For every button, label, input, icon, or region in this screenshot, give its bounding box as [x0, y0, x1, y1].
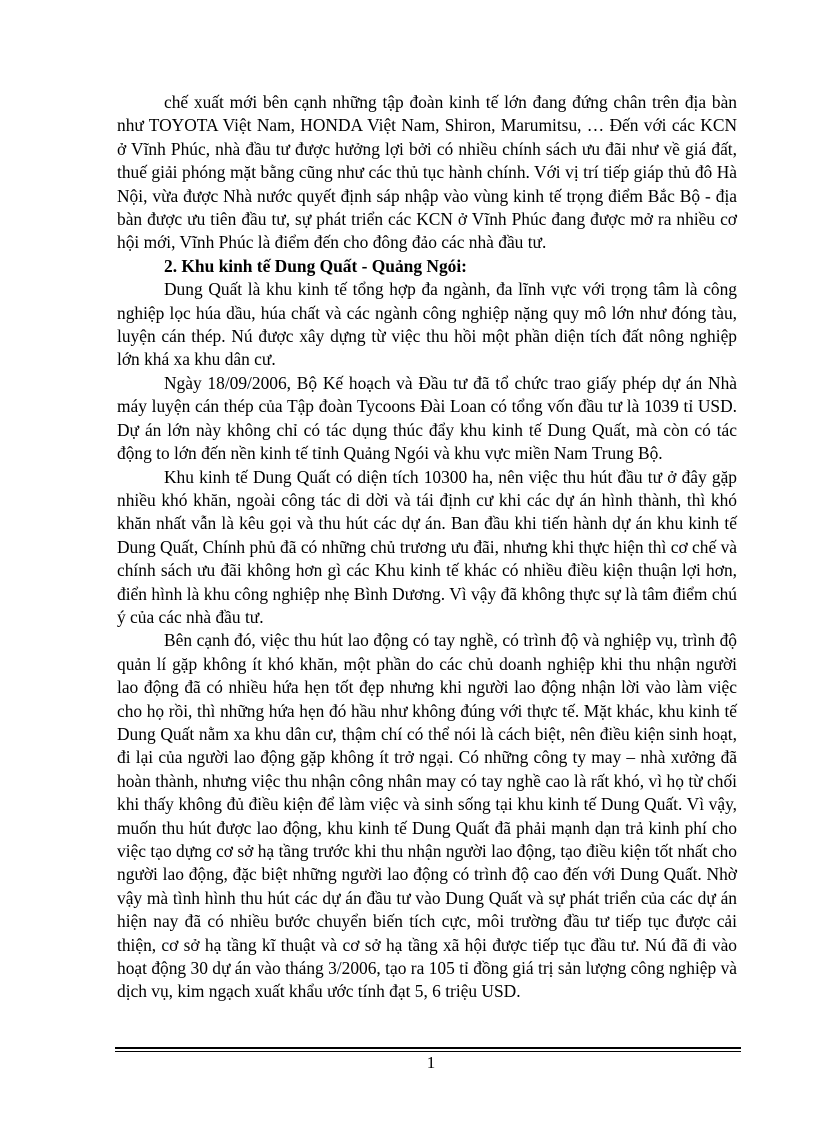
paragraph-labor-attraction: Bên cạnh đó, việc thu hút lao động có tay nghề, có trình độ và nghiệp vụ, trình độ quản lí gặp không ít khó khăn, một phần do các chủ doanh nghiệp khi thu nhận người lao động đã có nhiều hứa hẹn tốt đẹp nhưng khi người lao động nhận lời vào làm việc cho họ rồi, thì những hứa hẹn đó hầu như không đúng với thực tế. Mặt khác, khu kinh tế Dung Quất nằm xa khu dân cư, thậm chí có thể nói là cách biệt, nên điều kiện sinh hoạt, đi lại của người lao động gặp không ít trở ngại. Có những công ty may – nhà xưởng đã hoàn thành, nhưng việc thu nhận công nhân may có tay nghề cao là rất khó, vì họ từ chối khi thấy không đủ điều kiện để làm việc và sinh sống tại khu kinh tế Dung Quất. Vì vậy, muốn thu hút được lao động, khu kinh tế Dung Quất đã phải mạnh dạn trả kinh phí cho việc tạo dựng cơ sở hạ tầng trước khi thu nhận người lao động, tạo điều kiện tốt nhất cho người lao động, đặc biệt những người lao động có trình độ cao đến với Dung Quất. Nhờ vậy mà tình hình thu hút các dự án đầu tư vào Dung Quất và sự phát triển của các dự án hiện nay đã có nhiều bước chuyển biến tích cực, môi trường đầu tư tiếp tục được cải thiện, cơ sở hạ tầng kĩ thuật và cơ sở hạ tầng xã hội được tiếp tục đầu tư. Nú đã đi vào hoạt động 30 dự án vào tháng 3/2006, tạo ra 105 tỉ đồng giá trị sản lượng công nghiệp và dịch vụ, kim ngạch xuất khẩu ước tính đạt 5, 6 triệu USD. [117, 630, 737, 1002]
page-number: 1 [426, 1053, 436, 1072]
paragraph-steel-project: Ngày 18/09/2006, Bộ Kế hoạch và Đầu tư đã tổ chức trao giấy phép dự án Nhà máy luyện cán thép của Tập đoàn Tycoons Đài Loan có tổng vốn đầu tư là 1039 tỉ USD. Dự án lớn này không chỉ có tác dụng thúc đẩy khu kinh tế Dung Quất, mà còn có tác động to lớn đến nền kinh tế tỉnh Quảng Ngói và khu vực miền Nam Trung Bộ. [117, 372, 737, 464]
section-heading: 2. Khu kinh tế Dung Quất - Quảng Ngói: [164, 255, 467, 276]
footer-rule [115, 1047, 741, 1049]
footer-rule-thin [115, 1051, 741, 1052]
paragraph-vinh-phuc: chế xuất mới bên cạnh những tập đoàn kinh tế lớn đang đứng chân trên địa bàn như TOYOTA Việt Nam, HONDA Việt Nam, Shiron, Marumitsu, … Đến với các KCN ở Vĩnh Phúc, nhà đầu tư được hưởng lợi bởi có nhiều chính sách ưu đãi như về giá đất, thuế giải phóng mặt bằng cũng như các thủ tục hành chính. Với vị trí tiếp giáp thủ đô Hà Nội, vừa được Nhà nước quyết định sáp nhập vào vùng kinh tế trọng điểm Bắc Bộ - địa bàn được ưu tiên đầu tư, sự phát triển các KCN ở Vĩnh Phúc đang được mở ra nhiều cơ hội mới, Vĩnh Phúc là điểm đến cho đông đảo các nhà đầu tư. [117, 92, 737, 253]
paragraph-dung-quat-overview: Dung Quất là khu kinh tế tổng hợp đa ngành, đa lĩnh vực với trọng tâm là công nghiệp lọc húa dầu, húa chất và các ngành công nghiệp nặng quy mô lớn như đóng tàu, luyện cán thép. Nú được xây dựng từ việc thu hồi một phần diện tích đất nông nghiệp lớn khá xa khu dân cư. [117, 279, 737, 370]
paragraph-investment-difficulties: Khu kinh tế Dung Quất có diện tích 10300 ha, nên việc thu hút đầu tư ở đây gặp nhiều khó khăn, ngoài công tác di dời và tái định cư khi các dự án hình thành, thì khó khăn nhất vẫn là kêu gọi và thu hút các dự án. Ban đầu khi tiến hành dự án khu kinh tế Dung Quất, Chính phủ đã có những chủ trương ưu đãi, nhưng khi thực hiện thì cơ chế và chính sách ưu đãi không hơn gì các Khu kinh tế khác có nhiều điều kiện thuận lợi hơn, điển hình là khu công nghiệp nhẹ Bình Dương. Vì vậy đã không thực sự là tâm điểm chú ý của các nhà đầu tư. [117, 466, 737, 627]
body-text [117, 91, 737, 1004]
